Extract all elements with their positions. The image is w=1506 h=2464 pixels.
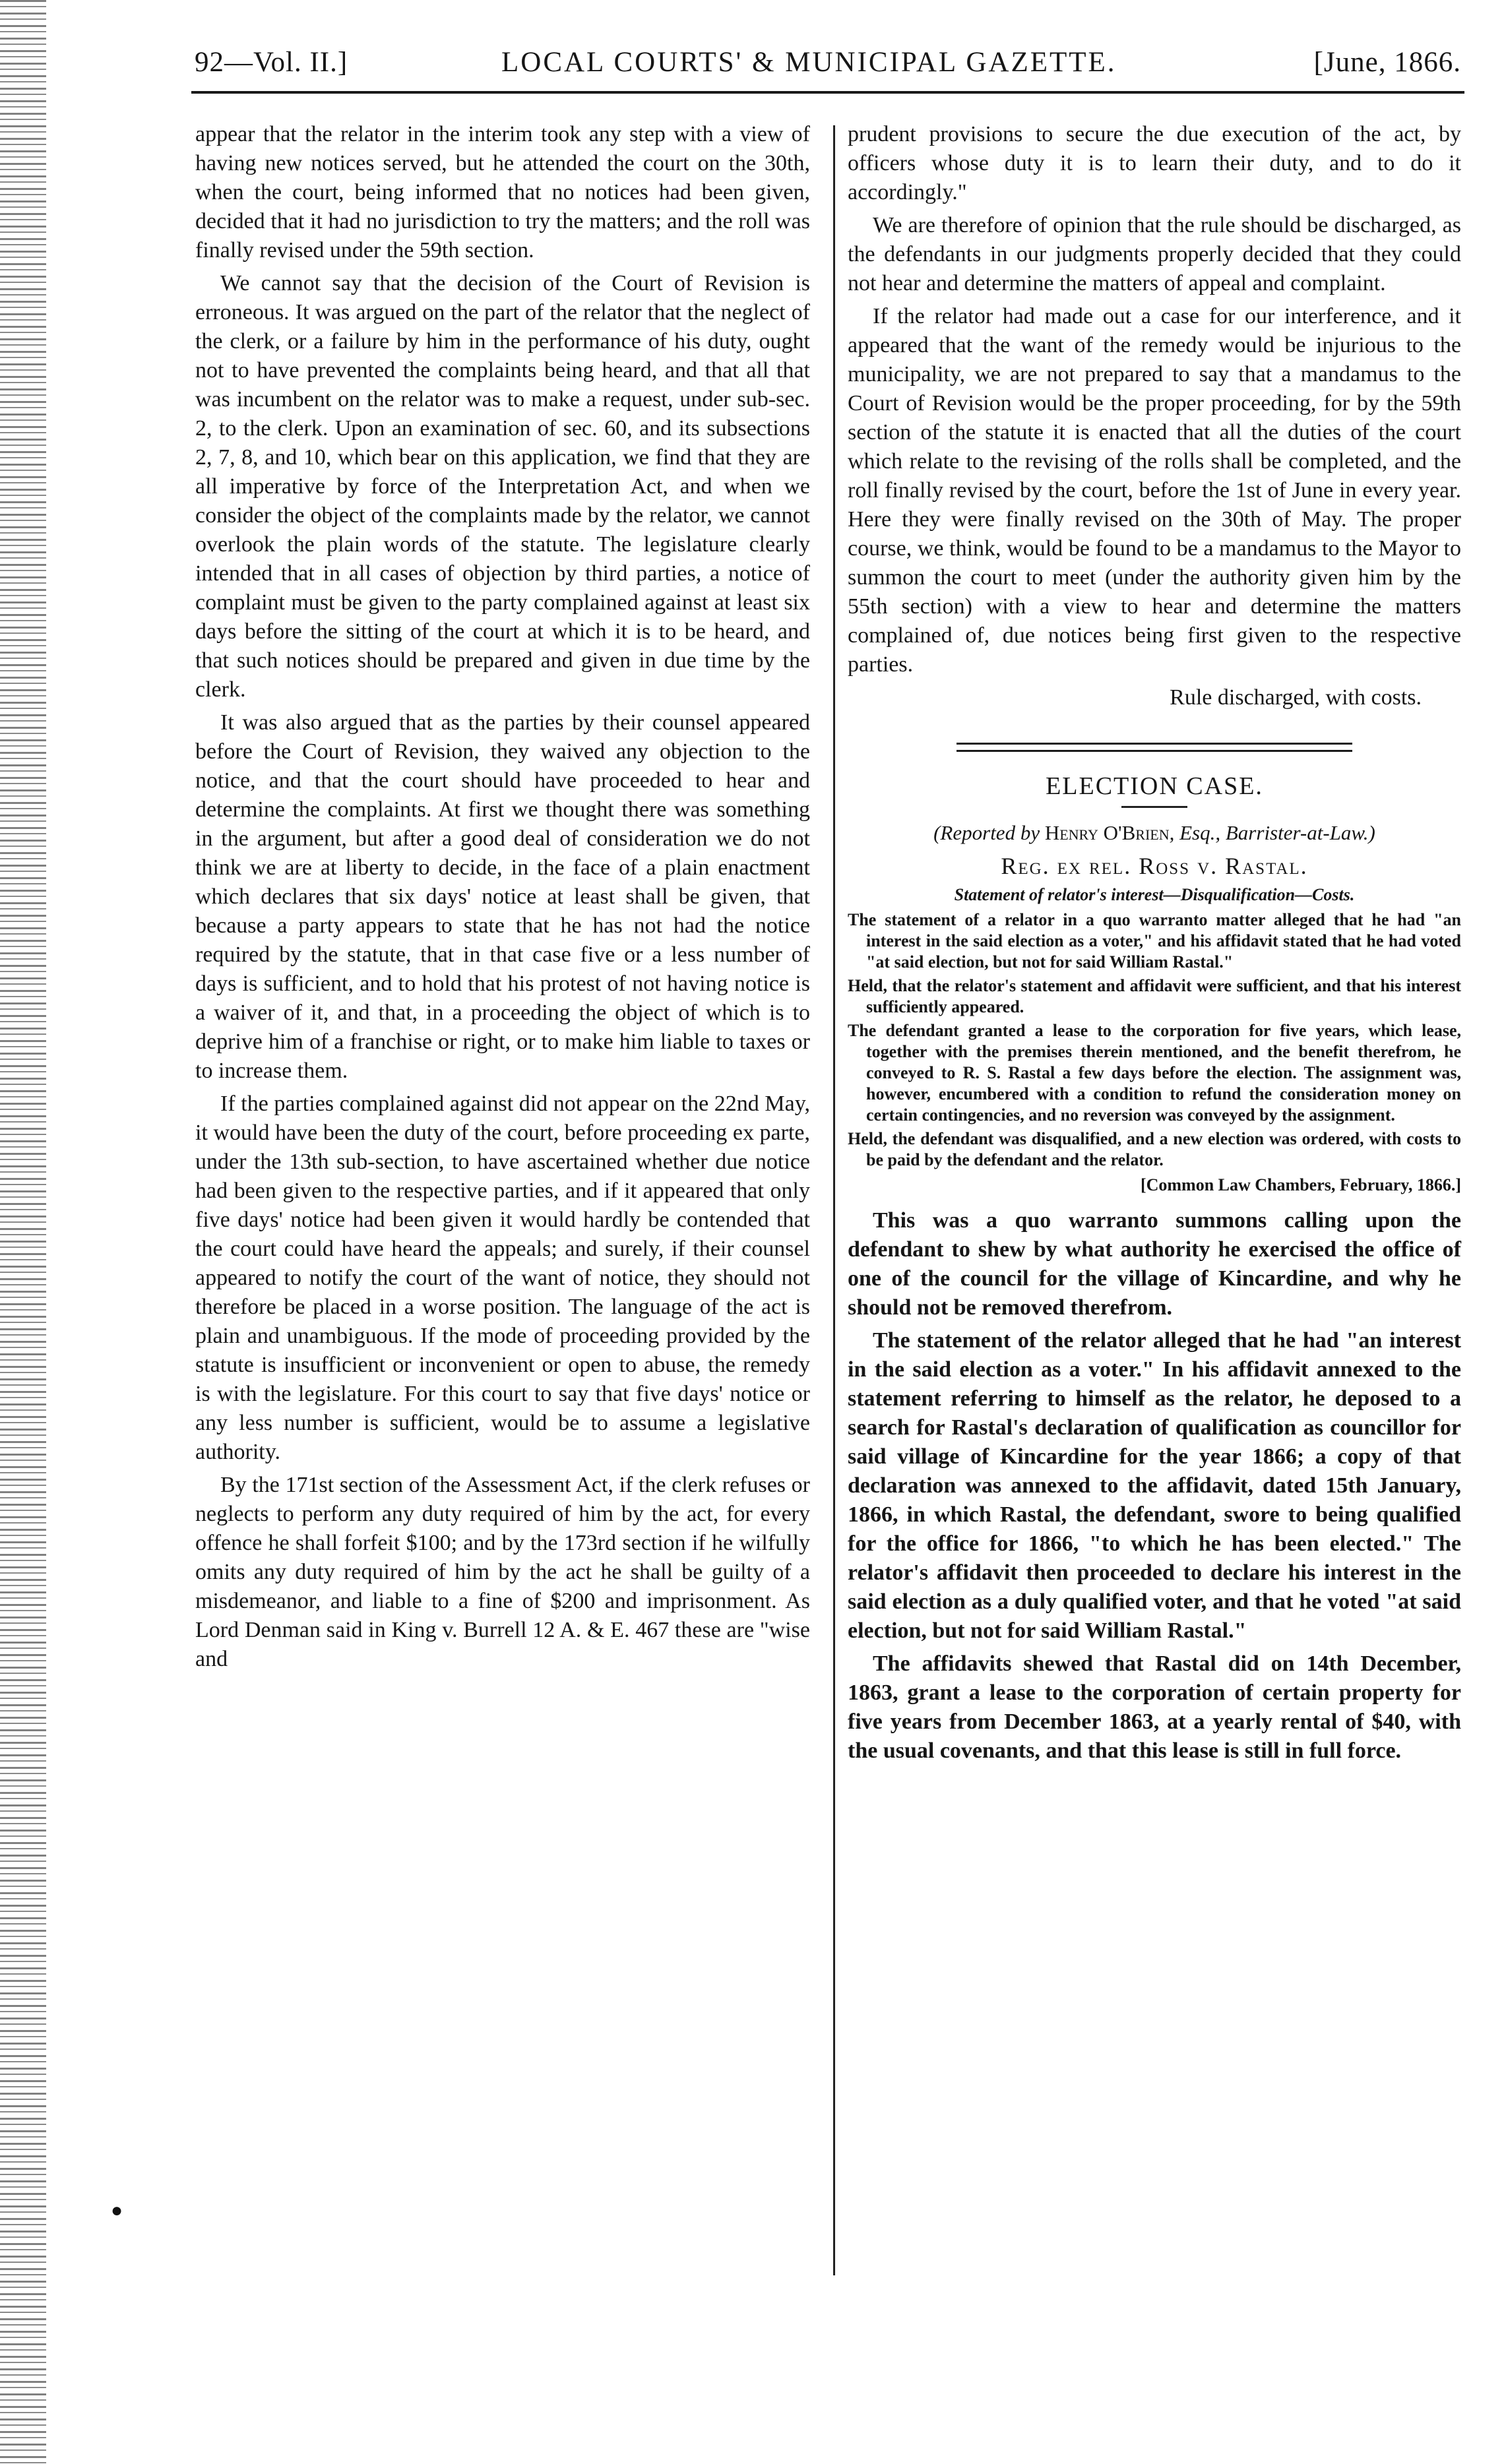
left-column <box>195 120 810 1678</box>
closing-line: Rule discharged, with costs. <box>1170 685 1422 710</box>
reported-prefix: (Reported by <box>933 821 1040 844</box>
paragraph: appear that the relator in the interim took any step with a view of having new notices served, but he attended the court on the 30th, when the court, being informed that no notices had been given, decided that it had no jurisdiction to try the matters; and the roll was finally revised under the 59th section. <box>195 122 810 262</box>
section-heading: ELECTION CASE. <box>1046 772 1263 800</box>
case-name: Reg. ex rel. Ross v. Rastal. <box>1001 853 1308 879</box>
paragraph: The affidavits shewed that Rastal did on 14th December, 1863, grant a lease to the corporation of certain property for five years from December 1863, at a yearly rental of $40, with the usual covenants, and that this lease is still in full force. <box>848 1651 1461 1763</box>
issue-date: [June, 1866. <box>1313 47 1461 78</box>
headnote <box>848 884 1461 1196</box>
paragraph: prudent provisions to secure the due execution of the act, by officers whose duty it is to learn their duty, and to do it accordingly." <box>848 122 1461 204</box>
gazette-title: LOCAL COURTS' & MUNICIPAL GAZETTE. <box>501 47 1117 78</box>
binding-edge <box>0 0 46 2464</box>
header-rule <box>191 91 1464 94</box>
heading-rule <box>1121 806 1187 808</box>
paragraph: We are therefore of opinion that the rule should be discharged, as the defendants in our judgments properly decided that they could not hear and determine the matters of appeal and complaint. <box>848 213 1461 295</box>
headnote-date: [Common Law Chambers, February, 1866.] <box>1140 1175 1461 1194</box>
right-column <box>848 120 1461 1770</box>
paragraph: This was a quo warranto summons calling upon the defendant to shew by what authority he exercised the office of one of the council for the village of Kincardine, and why he should not be removed therefrom. <box>848 1208 1461 1320</box>
headnote-item: The defendant granted a lease to the corporation for five years, which lease, together with the premises therein mentioned, and the benefit therefrom, he conveyed to R. S. Rastal a few days before the election. The assignment was, however, encumbered with a condition to refund the consideration money on certain contingencies, and no reversion was conveyed by the assignment. <box>848 1021 1461 1124</box>
margin-mark: ● <box>111 2200 123 2221</box>
page-number: 92—Vol. II.] <box>195 47 348 78</box>
paragraph: It was also argued that as the parties by their counsel appeared before the Court of Revision, they waived any objection to the notice, and that the court should have proceeded to hear and determine the complaints. At first we thought there was something in the argument, but after a good deal of consideration we do not think we are at liberty to decide, in the face of a plain enactment which declares that six days' notice at least shall be given, that because a party appears to state that he has not had the notice required by the statute, that in that case five or a less number of days is sufficient, and to hold that his protest of not having notice is a waiver of it, and that, in a proceeding the object of which is to deprive him of a franchise or right, or to make him liable to taxes or to increase them. <box>195 710 810 1083</box>
headnote-item: Held, the defendant was disqualified, and a new election was ordered, with costs to be paid by the defendant and the relator. <box>848 1129 1461 1169</box>
paragraph: If the relator had made out a case for our interference, and it appeared that the want of the remedy would be injurious to the municipality, we are not prepared to say that a mandamus to the Court of Revision would be the proper proceeding, for by the 59th section of the statute it is enacted that all the duties of the court which relate to the revising of the rolls shall be completed, and the roll finally revised by the court, before the 1st of June in every year. Here they were finally revised on the 30th of May. The proper course, we think, would be found to be a mandamus to the Mayor to summon the court to meet (under the authority given him by the 55th section) with a view to hear and determine the matters complained of, due notices being first given to the respective parties. <box>848 304 1461 677</box>
headnote-item: The statement of a relator in a quo warranto matter alleged that he had "an interest in the said election as a voter," and his affidavit stated that he had voted "at said election, but not for said William Rastal." <box>848 910 1461 971</box>
headnote-item: Held, that the relator's statement and affidavit were sufficient, and that his interest sufficiently appeared. <box>848 976 1461 1016</box>
reported-suffix: , Esq., Barrister-at-Law.) <box>1169 821 1375 844</box>
paragraph: We cannot say that the decision of the Court of Revision is erroneous. It was argued on the part of the relator that the neglect of the clerk, or a failure by him in the performance of his duty, ought not to have prevented the complaints being heard, and that all that was incumbent on the relator was to make a request, under sub-sec. 2, to the clerk. Upon an examination of sec. 60, and its subsections 2, 7, 8, and 10, which bear on this application, we find that they are all imperative by force of the Interpretation Act, and when we consider the object of the complaints made by the relator, we cannot overlook the plain words of the statute. The legislature clearly intended that in all cases of objection by third parties, a notice of complaint must be given to the party complained against at least six days before the sitting of the court at which it is to be heard, and that such notices should be prepared and given in due time by the clerk. <box>195 271 810 702</box>
headnote-title: Statement of relator's interest—Disqualification—Costs. <box>954 885 1355 904</box>
section-separator <box>957 743 1352 752</box>
page-header <box>195 40 1461 89</box>
column-divider <box>833 125 835 2275</box>
paragraph: By the 171st section of the Assessment Act, if the clerk refuses or neglects to perform any duty required of him by the act, for every offence he shall forfeit $100; and by the 173rd section if he wilfully omits any duty required of him by the act he shall be guilty of a misdemeanor, and liable to a fine of $200 and imprisonment. As Lord Denman said in King v. Burrell 12 A. & E. 467 these are "wise and <box>195 1473 810 1671</box>
reporter-line <box>848 818 1461 847</box>
paragraph: The statement of the relator alleged that he had "an interest in the said election as a voter." In his affidavit annexed to the statement referring to himself as the relator, he deposed to a search for Rastal's declaration of qualification as councillor for said village of Kincardine for the year 1866; a copy of that declaration was annexed to the affidavit, dated 15th January, 1866, in which Rastal, the defendant, swore to being qualified for the office for 1866, "to which he has been elected." The relator's affidavit then proceeded to declare his interest in the said election as a duly qualified voter, and that he voted "at said election, but not for said William Rastal." <box>848 1328 1461 1643</box>
paragraph: If the parties complained against did not appear on the 22nd May, it would have been the duty of the court, before proceeding ex parte, under the 13th sub-section, to have ascertained whether due notice had been given to the respective parties, and if it appeared that only five days' notice had been given it would hardly be contended that the court could have heard the appeals; and surely, if their counsel appeared to notify the court of the want of notice, they should not therefore be placed in a worse position. The language of the act is plain and unambiguous. If the mode of proceeding provided by the statute is insufficient or inconvenient or open to abuse, the remedy is with the legislature. For this court to say that five days' notice or any less number is sufficient, would be to assume a legislative authority. <box>195 1092 810 1464</box>
reporter-name: Henry O'Brien <box>1044 821 1170 844</box>
